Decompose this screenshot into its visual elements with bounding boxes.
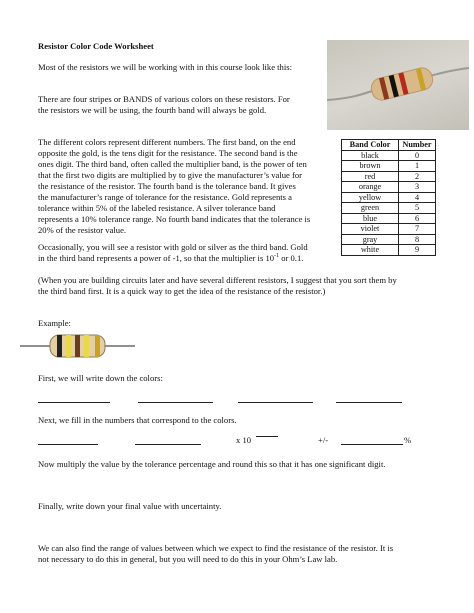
table-cell: gray [342, 234, 399, 245]
step4-text: Finally, write down your final value with uncertainty. [38, 501, 222, 511]
table-cell: green [342, 203, 399, 214]
colors-paragraph [38, 137, 310, 236]
colors-line: represents a 10% tolerance range. No fourth band indicates that the tolerance is [38, 214, 311, 224]
tolerance-blank[interactable] [341, 444, 403, 445]
sort-line-2: the third band first. It is a quick way to get the idea of the resistance of the resistor.) [38, 286, 326, 296]
occasionally-line-2: in the third band represents a power of -1, so that the multiplier is $10^{-1}$ or 0.1. [38, 253, 304, 263]
number-blank-1[interactable] [38, 444, 98, 445]
example-band-4 [84, 335, 89, 357]
example-band-3 [75, 335, 80, 357]
number-blank-2[interactable] [135, 444, 201, 445]
resistor-photo [327, 40, 469, 130]
table-row [342, 245, 436, 256]
multiplier-label: x 10 [236, 435, 252, 445]
step3-text: Now multiply the value by the tolerance percentage and round this so that it has one significant digit. [38, 459, 386, 469]
page-title: Resistor Color Code Worksheet [38, 41, 154, 51]
table-cell: blue [342, 213, 399, 224]
table-cell: 7 [399, 224, 436, 235]
table-cell: 5 [399, 203, 436, 214]
bands-paragraph [38, 94, 290, 116]
table-cell: black [342, 150, 399, 161]
table-cell: violet [342, 224, 399, 235]
table-header: Band Color [342, 140, 399, 151]
closing-line-2: not necessary to do this in general, but you will need to do this in your Ohm’s Law lab. [38, 554, 338, 564]
sort-line-1: (When you are building circuits later and have several different resistors, I suggest that you sort them by [38, 275, 397, 285]
closing-line-1: We can also find the range of values between which we expect to find the resistance of the resistor. It is [38, 543, 394, 553]
table-cell: 0 [399, 150, 436, 161]
percent-sign: % [404, 435, 412, 445]
table-cell: 9 [399, 245, 436, 256]
table-cell: 1 [399, 161, 436, 172]
table-row [342, 192, 436, 203]
table-row [342, 213, 436, 224]
colors-line: opposite the gold, is the tens digit for the resistance. The second band is the [38, 148, 298, 158]
table-cell: white [342, 245, 399, 256]
table-header: Number [399, 140, 436, 151]
table-row [342, 234, 436, 245]
colors-line: tolerance within 5% of the labeled resistance. A silver tolerance band [38, 203, 276, 213]
example-band-5 [95, 335, 100, 357]
occasionally-line-1: Occasionally, you will see a resistor with gold or silver as the third band. Gold [38, 242, 308, 252]
table-row [342, 150, 436, 161]
table-cell: 8 [399, 234, 436, 245]
colors-line: The different colors represent different numbers. The first band, on the end [38, 137, 296, 147]
table-row [342, 182, 436, 193]
colors-line: the manufacturer’s range of tolerance for the resistance. Gold represents a [38, 192, 292, 202]
table-cell: 4 [399, 192, 436, 203]
example-label: Example: [38, 318, 71, 328]
colors-line: ones digit. The third band, often called the multiplier band, is the power of ten [38, 159, 307, 169]
color-blank-2[interactable] [138, 402, 213, 403]
resistor-photo-image [327, 40, 469, 130]
table-cell: red [342, 171, 399, 182]
color-blank-1[interactable] [38, 402, 110, 403]
table-row [342, 171, 436, 182]
table-cell: yellow [342, 192, 399, 203]
colors-line: that the first two digits are multiplied by to give the manufacturer’s value for [38, 170, 303, 180]
bands-line-1: There are four stripes or BANDS of various colors on these resistors. For [38, 94, 290, 104]
example-band-1 [57, 335, 62, 357]
table-cell: brown [342, 161, 399, 172]
step1-text: First, we will write down the colors: [38, 373, 163, 383]
table-cell: 2 [399, 171, 436, 182]
step2-text: Next, we fill in the numbers that correspond to the colors. [38, 415, 237, 425]
exponent-blank[interactable] [256, 436, 278, 437]
occasionally-paragraph [38, 242, 308, 264]
intro-text: Most of the resistors we will be working with in this course look like this: [38, 62, 292, 72]
color-blank-3[interactable] [238, 402, 313, 403]
closing-paragraph [38, 543, 393, 565]
table-row [342, 203, 436, 214]
table-cell: 3 [399, 182, 436, 193]
tolerance-label: +/- [318, 435, 329, 445]
color-code-table [341, 139, 436, 256]
table-cell: 6 [399, 213, 436, 224]
colors-line: 20% of the resistor value. [38, 225, 127, 235]
example-resistor-diagram [20, 333, 135, 359]
example-band-2 [66, 335, 71, 357]
table-cell: orange [342, 182, 399, 193]
sort-paragraph [38, 275, 397, 297]
bands-line-2: the resistors we will be using, the fourth band will always be gold. [38, 105, 267, 115]
table-row [342, 224, 436, 235]
table-row [342, 161, 436, 172]
colors-line: the resistance of the resistor. The fourth band is the tolerance band. It gives [38, 181, 296, 191]
color-blank-4[interactable] [336, 402, 402, 403]
